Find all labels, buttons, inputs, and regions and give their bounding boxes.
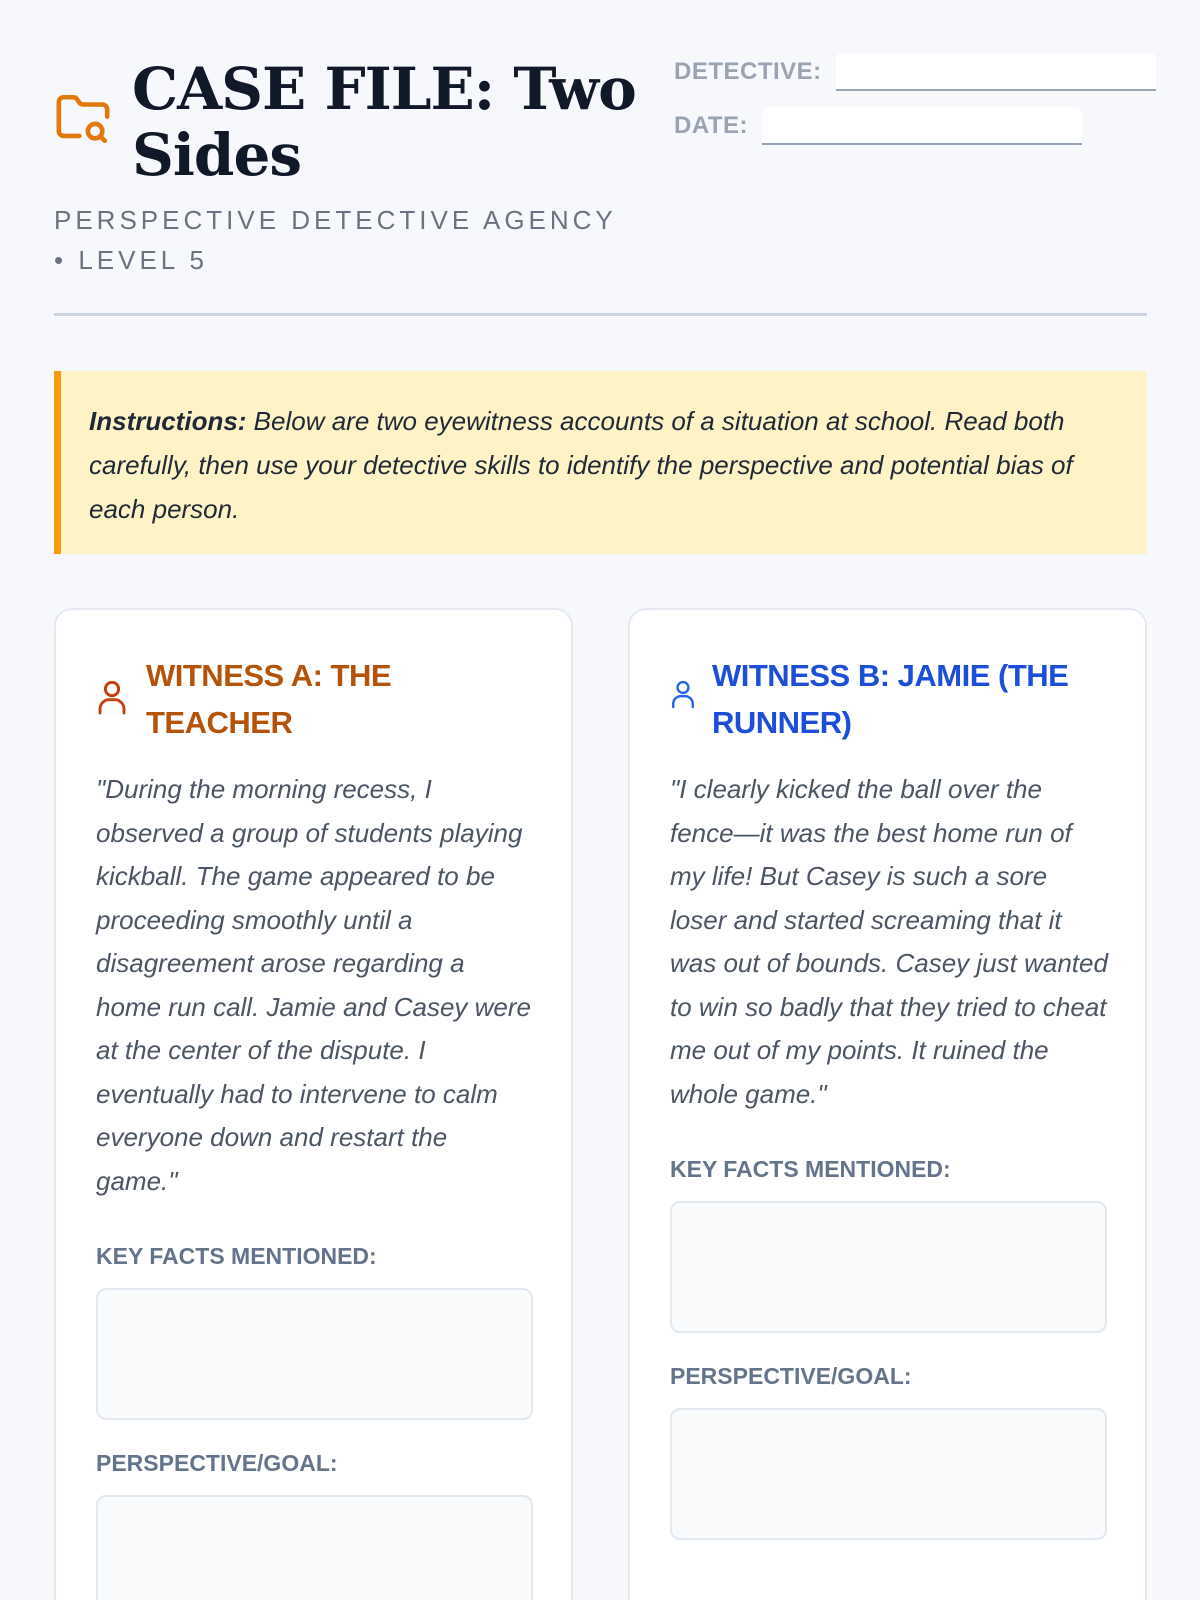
witness-b-quote: "I clearly kicked the ball over the fence—it was the best home run of my life! But Casey is such a sore loser and started screaming that it was out of bounds. Casey just wanted to win so badly that they tried to cheat me out of my points. It ruined the whole game." [670,774,1108,1109]
page-subtitle: PERSPECTIVE DETECTIVE AGENCY • LEVEL 5 [54,205,617,275]
instructions-text: Below are two eyewitness accounts of a situation at school. Read both carefully, then use your detective skills to identify the perspective and potential bias of each person. [89,406,1073,524]
witness-a-perspective-label: PERSPECTIVE/GOAL: [96,1450,338,1476]
detective-row [674,52,1156,92]
witness-b-perspective-input[interactable] [670,1408,1107,1540]
header [54,0,1147,316]
user-icon [670,678,696,710]
meta-fields [674,52,1156,160]
instructions-lead: Instructions: [89,406,247,436]
folder-search-icon [54,90,112,148]
witness-a-facts-input[interactable] [96,1288,533,1420]
instructions-box [54,371,1147,554]
witness-b-header [630,610,1145,746]
date-field[interactable] [762,107,1082,145]
title-block [54,56,654,280]
witness-b-title: WITNESS B: JAMIE (THE RUNNER) [712,658,1069,740]
date-row [674,106,1156,146]
detective-label: DETECTIVE: [674,58,822,85]
detective-field[interactable] [836,53,1156,91]
witness-a-perspective-input[interactable] [96,1495,533,1600]
witness-b-card [628,608,1147,1600]
page-title: CASE FILE: Two Sides [132,55,636,189]
date-label: DATE: [674,112,749,139]
witness-a-facts-label: KEY FACTS MENTIONED: [96,1243,377,1269]
user-icon [96,678,128,716]
witness-a-title: WITNESS A: THE TEACHER [146,658,392,740]
witness-b-facts-label: KEY FACTS MENTIONED: [670,1156,951,1182]
title-row [54,56,654,188]
witness-b-perspective-label: PERSPECTIVE/GOAL: [670,1363,912,1389]
header-divider [54,313,1147,316]
witness-a-card [54,608,573,1600]
worksheet-page [54,0,1147,1476]
witness-a-quote: "During the morning recess, I observed a group of students playing kickball. The game appeared to be proceeding smoothly until a disagreement arose regarding a home run call. Jamie and Casey were at the center of the dispute. I eventually had to intervene to calm everyone down and restart the game." [96,774,531,1196]
witness-a-header [56,610,571,746]
witness-b-facts-input[interactable] [670,1201,1107,1333]
